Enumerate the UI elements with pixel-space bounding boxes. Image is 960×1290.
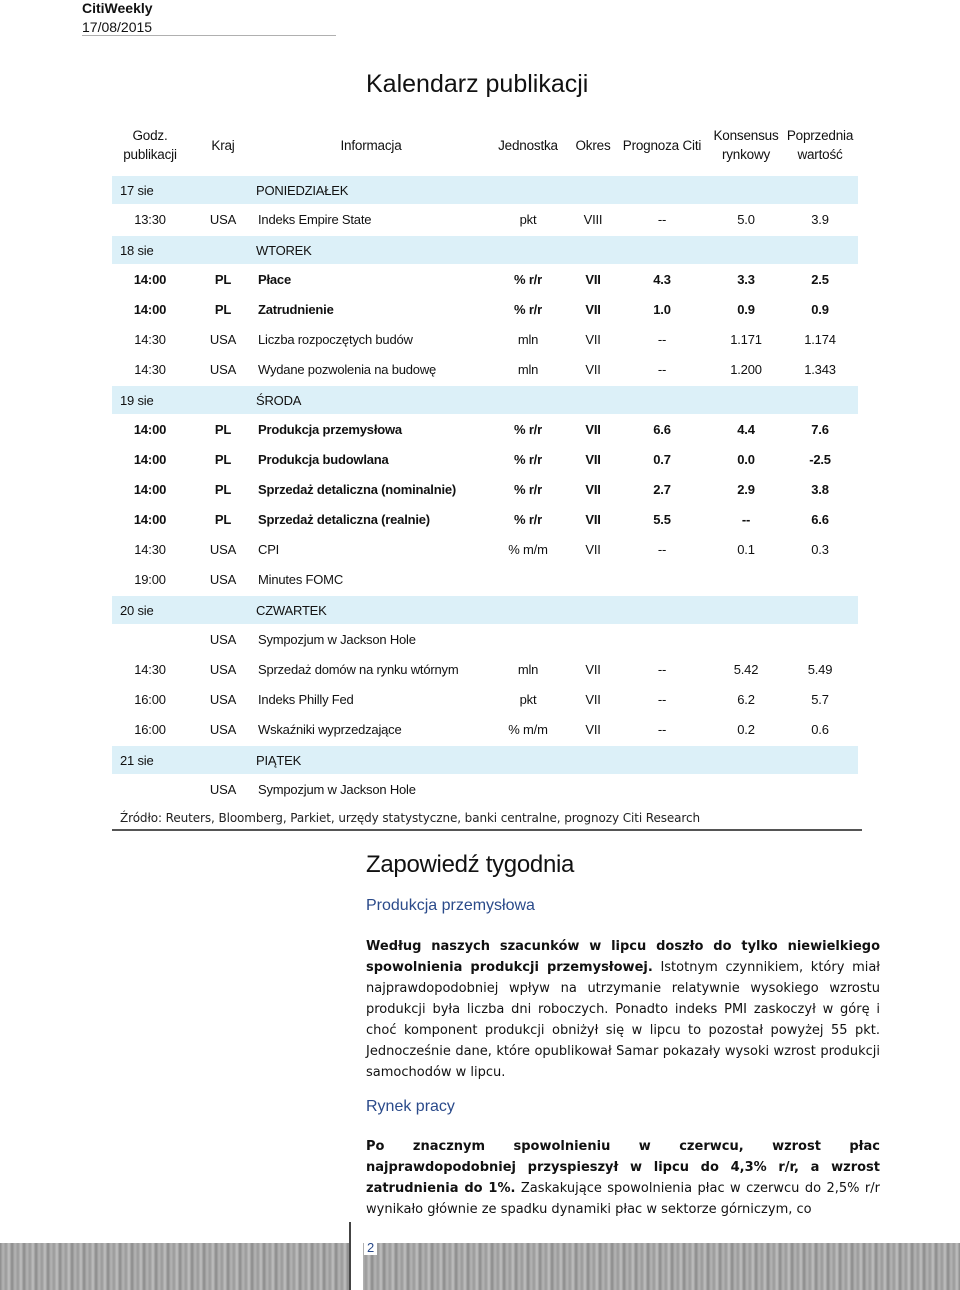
event-row bbox=[112, 564, 858, 594]
previous-cell: 1.343 bbox=[804, 361, 836, 377]
consensus-cell: 5.0 bbox=[737, 211, 755, 227]
country-cell: USA bbox=[209, 781, 237, 797]
header-divider bbox=[82, 35, 336, 36]
unit-cell: mln bbox=[517, 361, 539, 377]
col-header-unit: Jednostka bbox=[498, 137, 558, 153]
country-cell: USA bbox=[209, 631, 237, 647]
time-cell bbox=[112, 624, 188, 654]
consensus-cell: 0.0 bbox=[737, 451, 755, 467]
calendar-title: Kalendarz publikacji bbox=[366, 70, 589, 98]
country-cell: PL bbox=[214, 271, 232, 287]
footer-bar bbox=[0, 1243, 960, 1290]
country-cell: USA bbox=[209, 691, 237, 707]
event-row bbox=[112, 204, 858, 234]
publication-date: 17/08/2015 bbox=[82, 19, 153, 35]
forecast-cell: -- bbox=[657, 361, 667, 377]
col-header-previous: Poprzednia wartość bbox=[786, 128, 854, 162]
day-name: ŚRODA bbox=[188, 386, 858, 414]
time-cell: 13:30 bbox=[134, 211, 166, 227]
forecast-cell: -- bbox=[657, 691, 667, 707]
country-cell: PL bbox=[214, 511, 232, 527]
time-cell: 16:00 bbox=[134, 721, 166, 737]
info-cell: Wydane pozwolenia na budowę bbox=[258, 361, 437, 377]
day-date: 17 sie bbox=[112, 176, 188, 204]
previous-cell bbox=[782, 774, 858, 804]
col-header-period: Okres bbox=[575, 137, 611, 153]
event-row bbox=[112, 414, 858, 444]
period-cell: VII bbox=[585, 721, 601, 737]
unit-cell: pkt bbox=[519, 211, 537, 227]
info-cell: Indeks Empire State bbox=[258, 211, 372, 227]
event-row bbox=[112, 294, 858, 324]
event-row bbox=[112, 684, 858, 714]
period-cell: VII bbox=[585, 361, 601, 377]
previous-cell: 7.6 bbox=[811, 421, 829, 437]
source-divider bbox=[112, 829, 862, 831]
info-cell: Produkcja przemysłowa bbox=[258, 421, 402, 437]
forecast-cell: -- bbox=[657, 661, 667, 677]
period-cell: VII bbox=[585, 481, 601, 497]
document-header bbox=[82, 0, 153, 36]
consensus-cell: 2.9 bbox=[737, 481, 755, 497]
day-date: 20 sie bbox=[112, 596, 188, 624]
consensus-cell: 0.2 bbox=[737, 721, 755, 737]
country-cell: PL bbox=[214, 301, 232, 317]
footer-gap bbox=[351, 1243, 363, 1290]
unit-cell: mln bbox=[517, 331, 539, 347]
unit-cell: % m/m bbox=[508, 541, 548, 557]
section-heading-labour: Rynek pracy bbox=[366, 1098, 455, 1115]
info-cell: Sympozjum w Jackson Hole bbox=[258, 631, 416, 647]
country-cell: PL bbox=[214, 481, 232, 497]
section-paragraph-production: Według naszych szacunków w lipcu doszło do tylko niewielkiego spowolnienia produkcji przemysłowej. Istotnym czynnikiem, który miał najprawdopodobniej wpływ na utrzymanie relatywnie wysokiego wzrostu produkcji była liczba dni roboczych. Ponadto indeks PMI zaskoczył w górę i choć komponent produkcji obniżył się w lipcu to pozostał powyżej 55 pkt. Jednocześnie dane, które opublikował Samar pokazały wysoki wzrost produkcji samochodów w lipcu. bbox=[366, 939, 881, 1080]
unit-cell: % r/r bbox=[514, 481, 542, 497]
country-cell: USA bbox=[209, 211, 237, 227]
source-note: Źródło: Reuters, Bloomberg, Parkiet, urzędy statystyczne, banki centralne, prognozy Citi Research bbox=[120, 811, 701, 825]
event-row bbox=[112, 264, 858, 294]
event-row bbox=[112, 444, 858, 474]
time-cell: 14:00 bbox=[133, 421, 167, 437]
previous-cell: 3.9 bbox=[811, 211, 829, 227]
previous-cell: 0.3 bbox=[811, 541, 829, 557]
time-cell: 14:30 bbox=[134, 661, 166, 677]
previous-cell: 0.9 bbox=[811, 301, 829, 317]
forecast-cell bbox=[614, 774, 710, 804]
consensus-cell bbox=[710, 624, 782, 654]
consensus-cell: -- bbox=[741, 511, 751, 527]
consensus-cell bbox=[710, 564, 782, 594]
event-row bbox=[112, 624, 858, 654]
forecast-cell: -- bbox=[657, 721, 667, 737]
time-cell: 16:00 bbox=[134, 691, 166, 707]
time-cell: 14:00 bbox=[133, 451, 167, 467]
info-cell: Sprzedaż detaliczna (realnie) bbox=[258, 511, 430, 527]
period-cell: VII bbox=[585, 301, 601, 317]
day-date: 21 sie bbox=[112, 746, 188, 774]
info-cell: Sympozjum w Jackson Hole bbox=[258, 781, 416, 797]
event-row bbox=[112, 714, 858, 744]
consensus-cell: 4.4 bbox=[737, 421, 755, 437]
unit-cell bbox=[484, 564, 572, 594]
time-cell: 14:30 bbox=[134, 541, 166, 557]
period-cell: VII bbox=[585, 421, 601, 437]
day-name: CZWARTEK bbox=[188, 596, 858, 624]
unit-cell: % r/r bbox=[514, 271, 542, 287]
forecast-cell: 6.6 bbox=[653, 421, 671, 437]
consensus-cell: 6.2 bbox=[737, 691, 755, 707]
info-cell: Sprzedaż domów na rynku wtórnym bbox=[258, 661, 459, 677]
section-paragraph-labour: Po znacznym spowolnieniu w czerwcu, wzrost płac najprawdopodobniej przyspieszył w lipcu do 4,3% r/r, a wzrost zatrudnienia do 1%. Zaskakujące spowolnienia płac w czerwcu do 2,5% r/r wynikało głównie ze spadku dynamiki płac w sektorze górniczym, co bbox=[366, 1139, 880, 1217]
country-cell: USA bbox=[209, 541, 237, 557]
page-number: 2 bbox=[364, 1240, 377, 1255]
country-cell: USA bbox=[209, 331, 237, 347]
time-cell: 14:00 bbox=[133, 511, 167, 527]
previous-cell: 2.5 bbox=[811, 271, 829, 287]
info-cell: Liczba rozpoczętych budów bbox=[258, 331, 413, 347]
previous-cell: 5.49 bbox=[807, 661, 833, 677]
period-cell: VII bbox=[585, 331, 601, 347]
forecast-cell: -- bbox=[657, 211, 667, 227]
col-header-forecast: Prognoza Citi bbox=[622, 137, 702, 153]
day-name: WTOREK bbox=[188, 236, 858, 264]
info-cell: Sprzedaż detaliczna (nominalnie) bbox=[258, 481, 457, 497]
time-cell: 14:00 bbox=[133, 481, 167, 497]
previous-cell bbox=[782, 624, 858, 654]
forecast-cell: 1.0 bbox=[653, 301, 671, 317]
footer-vertical-rule bbox=[349, 1222, 351, 1290]
previous-cell: -2.5 bbox=[809, 451, 831, 467]
country-cell: USA bbox=[209, 571, 237, 587]
info-cell: CPI bbox=[258, 541, 280, 557]
period-cell: VII bbox=[585, 661, 601, 677]
unit-cell: % r/r bbox=[514, 301, 542, 317]
period-cell bbox=[572, 564, 614, 594]
forecast-cell: -- bbox=[657, 541, 667, 557]
consensus-cell: 0.9 bbox=[737, 301, 755, 317]
unit-cell: pkt bbox=[519, 691, 537, 707]
period-cell bbox=[572, 774, 614, 804]
country-cell: PL bbox=[214, 421, 232, 437]
time-cell: 14:00 bbox=[133, 271, 167, 287]
consensus-cell: 5.42 bbox=[733, 661, 759, 677]
time-cell: 14:30 bbox=[134, 361, 166, 377]
period-cell: VIII bbox=[583, 211, 603, 227]
forecast-cell bbox=[614, 564, 710, 594]
forecast-cell: 5.5 bbox=[653, 511, 671, 527]
unit-cell bbox=[484, 624, 572, 654]
period-cell bbox=[572, 624, 614, 654]
forecast-cell: 0.7 bbox=[653, 451, 671, 467]
country-cell: PL bbox=[214, 451, 232, 467]
forecast-cell: -- bbox=[657, 331, 667, 347]
info-cell: Indeks Philly Fed bbox=[258, 691, 354, 707]
info-cell: Wskaźniki wyprzedzające bbox=[258, 721, 402, 737]
unit-cell: % r/r bbox=[514, 421, 542, 437]
unit-cell: % m/m bbox=[508, 721, 548, 737]
day-row bbox=[112, 596, 858, 624]
period-cell: VII bbox=[585, 541, 601, 557]
event-row bbox=[112, 534, 858, 564]
time-cell: 19:00 bbox=[134, 571, 166, 587]
col-header-time: Godz. publikacji bbox=[123, 128, 177, 162]
unit-cell: % r/r bbox=[514, 451, 542, 467]
consensus-cell: 1.171 bbox=[730, 331, 762, 347]
section-heading-production: Produkcja przemysłowa bbox=[366, 897, 535, 914]
day-row bbox=[112, 176, 858, 204]
country-cell: USA bbox=[209, 721, 237, 737]
previous-cell: 5.7 bbox=[811, 691, 829, 707]
consensus-cell bbox=[710, 774, 782, 804]
previous-cell: 0.6 bbox=[811, 721, 829, 737]
info-cell: Produkcja budowlana bbox=[258, 451, 389, 467]
day-date: 18 sie bbox=[112, 236, 188, 264]
event-row bbox=[112, 474, 858, 504]
previous-cell bbox=[782, 564, 858, 594]
event-row bbox=[112, 354, 858, 384]
col-header-info: Informacja bbox=[340, 137, 402, 153]
previous-cell: 1.174 bbox=[804, 331, 836, 347]
col-header-country: Kraj bbox=[211, 137, 235, 153]
info-cell: Minutes FOMC bbox=[258, 571, 344, 587]
day-row bbox=[112, 746, 858, 774]
event-row bbox=[112, 654, 858, 684]
day-date: 19 sie bbox=[112, 386, 188, 414]
event-row bbox=[112, 324, 858, 354]
unit-cell: mln bbox=[517, 661, 539, 677]
forecast-cell: 4.3 bbox=[653, 271, 671, 287]
time-cell: 14:30 bbox=[134, 331, 166, 347]
consensus-cell: 0.1 bbox=[737, 541, 755, 557]
col-header-consensus: Konsensus rynkowy bbox=[713, 128, 779, 162]
day-row bbox=[112, 386, 858, 414]
day-row bbox=[112, 236, 858, 264]
unit-cell bbox=[484, 774, 572, 804]
consensus-cell: 3.3 bbox=[737, 271, 755, 287]
country-cell: USA bbox=[209, 361, 237, 377]
info-cell: Zatrudnienie bbox=[258, 301, 334, 317]
day-name: PONIEDZIAŁEK bbox=[188, 176, 858, 204]
time-cell: 14:00 bbox=[133, 301, 167, 317]
unit-cell: % r/r bbox=[514, 511, 542, 527]
country-cell: USA bbox=[209, 661, 237, 677]
day-name: PIĄTEK bbox=[188, 746, 858, 774]
previous-cell: 6.6 bbox=[811, 511, 829, 527]
forecast-cell bbox=[614, 624, 710, 654]
period-cell: VII bbox=[585, 511, 601, 527]
brand-name: CitiWeekly bbox=[82, 0, 153, 16]
calendar-body bbox=[112, 174, 858, 804]
calendar-header-row bbox=[112, 116, 858, 174]
preview-title: Zapowiedź tygodnia bbox=[366, 851, 575, 878]
consensus-cell: 1.200 bbox=[730, 361, 762, 377]
calendar-table bbox=[112, 116, 858, 804]
event-row bbox=[112, 774, 858, 804]
time-cell bbox=[112, 774, 188, 804]
forecast-cell: 2.7 bbox=[653, 481, 671, 497]
period-cell: VII bbox=[585, 691, 601, 707]
info-cell: Płace bbox=[258, 271, 291, 287]
previous-cell: 3.8 bbox=[811, 481, 829, 497]
period-cell: VII bbox=[585, 271, 601, 287]
event-row bbox=[112, 504, 858, 534]
period-cell: VII bbox=[585, 451, 601, 467]
